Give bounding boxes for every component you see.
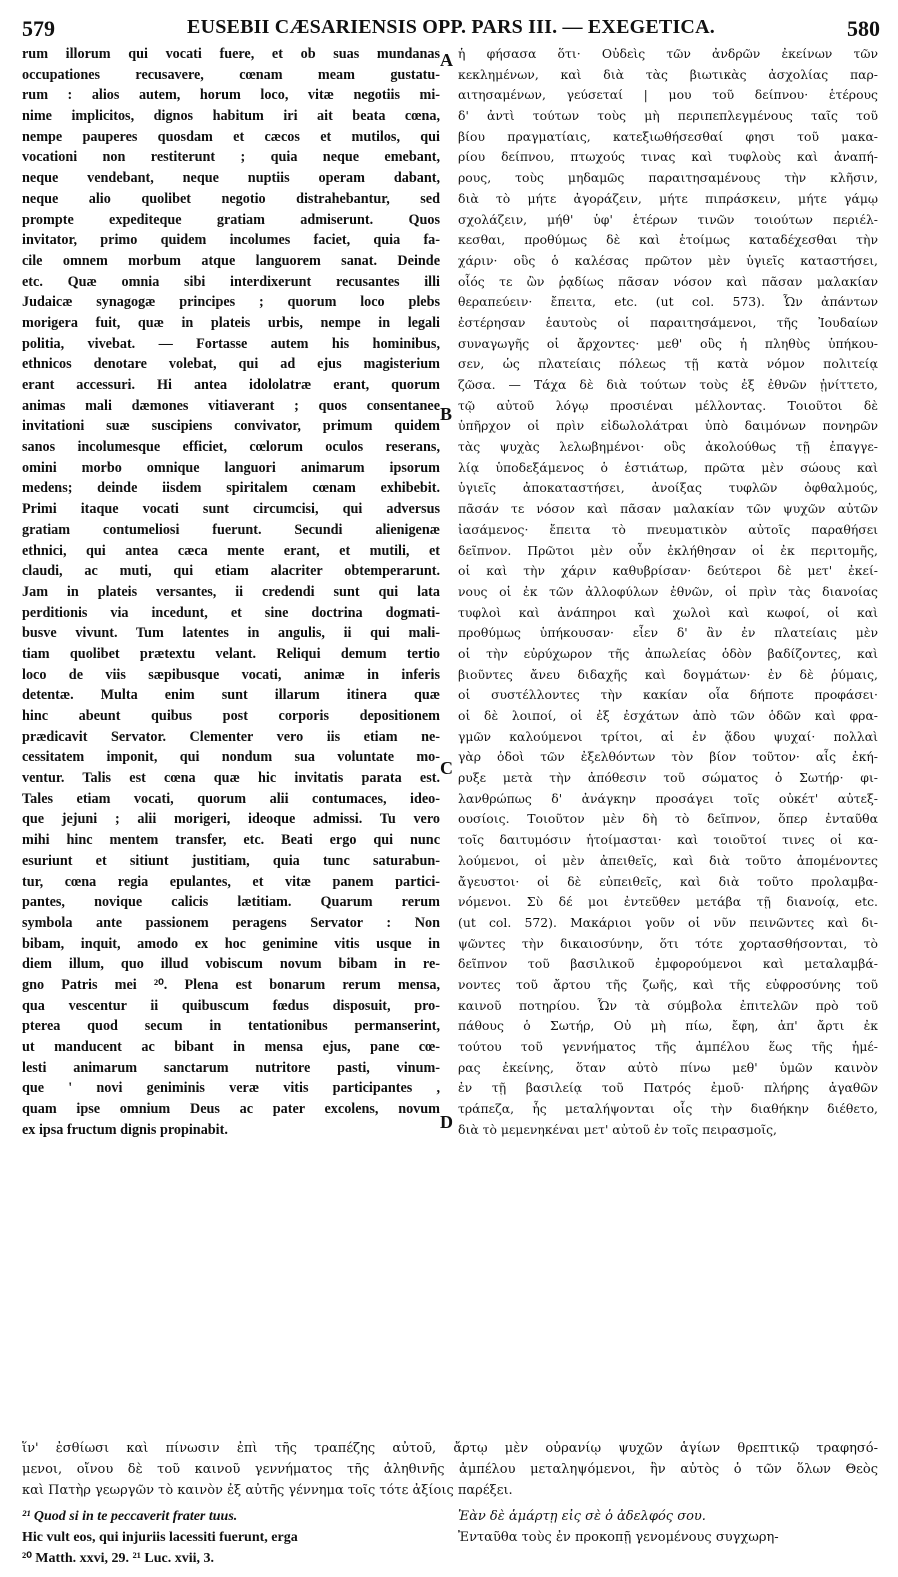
latin-text-line: nime implicitos, dignos habitum iri ait beata cœna,	[22, 108, 440, 125]
greek-text-line: πάθους ὁ Σωτήρ, Οὐ μὴ πίω, ἔφη, ἀπ' ἄρτι ἐκ	[458, 1018, 878, 1034]
latin-text-line: pterea quod secum in tentationibus permanserint,	[22, 1018, 440, 1035]
greek-text-line: τοῖς δαιτυμόσιν ἡτοίμασται· καὶ τοιοῦτοί τινες οἱ κα-	[458, 832, 878, 848]
greek-text-line: συναγωγῆς οἱ ἄρχοντες· μεθ' οὓς ἡ πληθὺς ὑπήκου-	[458, 335, 878, 351]
latin-text-line: mihi hinc mentem transfer, etc. Beati ergo qui nunc	[22, 832, 440, 849]
greek-text-line: δεῖπνον τοῦ βασιλικοῦ ἐμφορούμενοι καὶ μεταλαμβά-	[458, 956, 878, 972]
latin-text-line: neque alio quolibet negotio distrahebantur, sed	[22, 190, 440, 207]
greek-text-line: νοντες τοῦ ἄρτου τῆς ζωῆς, καὶ τῆς εὐφροσύνης τοῦ	[458, 976, 878, 992]
greek-column	[458, 44, 878, 1140]
latin-text-line: que ' novi geniminis veræ vitis participantes ,	[22, 1080, 440, 1097]
greek-text-line: δ' ἀντὶ τούτων τοὺς μὴ περιπεπλεγμένους ταῖς τοῦ	[458, 108, 878, 124]
greek-text-line: ζῶσα. — Τάχα δὲ διὰ τούτων τοὺς ἐξ ἐθνῶν ᾐνίττετο,	[458, 377, 878, 392]
greek-text-line: σεν, ὡς πλατείαις πόλεως τῇ κατὰ νόμον πολιτείᾳ	[458, 356, 878, 372]
greek-text-line: ἄγευστοι· οἱ δὲ εὐπειθεῖς, καὶ διὰ τοῦτο προλαμβα-	[458, 873, 878, 889]
margin-marker-d: D	[440, 1112, 453, 1132]
greek-text-line: βίου πραγματίαις, κατεξιωθήσεσθαί φησι τοῦ μακα-	[458, 128, 878, 144]
latin-text-line: ex ipsa fructum dignis propinabit.	[22, 1121, 228, 1138]
footer-right	[458, 1506, 878, 1548]
latin-text-line: morigera fuit, quæ in plateis urbis, nempe in legali	[22, 314, 440, 331]
latin-text-line: politia, vivebat. — Fortasse autem his hominibus,	[22, 335, 440, 352]
latin-text-line: loco de viis sæpibusque vocati, animæ in inferis	[22, 666, 440, 683]
greek-text-line: ρυξε μετὰ τὴν ἀπόθεσιν τοῦ σώματος ὁ Σωτήρ· φι-	[458, 770, 878, 786]
latin-text-line: diem illum, quo illud vobiscum novum bibam in re-	[22, 956, 440, 973]
latin-text-line: tur, cœna regia epulantes, et vitæ panem partici-	[22, 873, 440, 890]
latin-text-line: symbola ante passionem peragens Servator : Non	[22, 914, 440, 931]
latin-text-line: Tales etiam vocati, quorum alii contumaces, ideo-	[22, 790, 440, 807]
latin-text-line: Judaicæ synagogæ principes ; quorum loco plebs	[22, 294, 440, 311]
latin-text-line: nempe pauperes quosdam et cæcos et mutilos, qui	[22, 128, 440, 145]
footer-left	[22, 1506, 442, 1569]
latin-text-line: cile omnem morbum atque languorem sanat. Deinde	[22, 252, 440, 269]
greek-text-line: ψῶντες τὴν δικαιοσύνην, ὅτι τότε χορτασθήσονται, τὸ	[458, 935, 878, 951]
latin-text-line: prompte expediteque gratiam admiserunt. Quos	[22, 211, 440, 228]
greek-text-line: νους οἱ ἐκ τῶν ἀλλοφύλων ἐθνῶν, οἱ πρὶν τὰς διανοίας	[458, 583, 878, 599]
latin-text-line: hinc abeunt quibus post corporis depositionem	[22, 708, 440, 724]
greek-lemma: Ἐὰν δὲ ἁμάρτῃ εἰς σὲ ὁ ἀδελφός σου.	[458, 1509, 706, 1524]
greek-text-line: σχολάζειν, μήθ' ὑφ' ἑτέρων τινῶν τοιούτων περιέλ-	[458, 211, 878, 227]
latin-column	[22, 44, 440, 1140]
latin-text-line: omini morbo omnique languori animarum ipsorum	[22, 459, 440, 476]
greek-text-line: οἱ τὴν εὐρύχωρον τῆς ἀπωλείας ὁδὸν βαδίζοντες, καὶ	[458, 645, 878, 661]
greek-text-line: προθύμως ὑπήκουσαν· εἶεν δ' ἂν ἐν πλατείαις μὲν	[458, 625, 878, 641]
latin-text-line: rum : alios autem, horum loco, vitæ negotiis mi-	[22, 87, 440, 104]
greek-text-line: νόμενοι. Σὺ δέ μοι ἐντεῦθεν μετάβα τῇ διανοίᾳ, etc.	[458, 894, 878, 910]
latin-text-line: invitator, primo quidem incolumes faciet, quia fa-	[22, 232, 440, 249]
greek-text-line: τὰς ψυχὰς λελωβημένοι· οὓς ἀκολούθως τῇ ἐπαγγε-	[458, 439, 878, 455]
greek-text-line: πᾶσάν τε νόσον καὶ πᾶσαν μαλακίαν τῶν ψυχῶν αὐτῶν	[458, 501, 878, 517]
greek-text-line: τράπεζα, ἧς μεταλήψονται οἷς τὴν διαθήκην διέθετο,	[458, 1101, 878, 1117]
greek-text-line: λίᾳ ὑποδεξάμενος ὁ ἑστιάτωρ, πρῶτα μὲν σώους καὶ	[458, 459, 878, 475]
running-title: EUSEBII CÆSARIENSIS OPP. PARS III. — EXEGETICA.	[187, 16, 715, 38]
latin-text-line: tiam quolibet prætextu velant. Reliqui demum tertio	[22, 645, 440, 662]
greek-text-line: οἱ καὶ τὴν χάριν καθυβρίσαν· δεύτεροι δὲ μετ' ἐκεί-	[458, 563, 878, 579]
margin-marker-c: C	[440, 758, 453, 778]
greek-text-line: αιτησαμένων, γεύσεταί | μου τοῦ δείπνου· ἑτέρους	[458, 87, 878, 103]
greek-text-line: ἡ φήσασα ὅτι· Οὐδεὶς τῶν ἀνδρῶν ἐκείνων τῶν	[458, 46, 878, 61]
greek-text-line: δεῖπνον. Πρῶτοι μὲν οὖν ἐκλήθησαν οἱ ἐκ περιτομῆς,	[458, 542, 878, 558]
greek-text-line: οἷός τε ὢν ῥᾳδίως πᾶσαν νόσον καὶ πᾶσαν μαλακίαν	[458, 273, 878, 289]
latin-text-line: Jam in plateis versantes, ii credendi sunt qui lata	[22, 583, 440, 600]
latin-text-line: occupationes recusavere, cœnam meam gustatu-	[22, 66, 440, 83]
latin-text-line: animas mali dæmones vitiaverant ; quos consentanee	[22, 397, 440, 414]
latin-text-line: lesti animarum sanctarum nutritore pasti, vinum-	[22, 1059, 440, 1076]
greek-text-line: θεραπεύειν· ἔπειτα, etc. (ut col. 573). Ὧν ἀπάντων	[458, 294, 878, 310]
greek-text-line: κεσθαι, προθύμως δὲ καὶ ἑτοίμως καταδέχεσθαι τὴν	[458, 232, 878, 248]
greek-text-line: ἰασάμενος· ἔπειτα τὸ πνευματικὸν αὐτοῖς παραθήσει	[458, 521, 878, 537]
greek-text-line: τυφλοὶ καὶ ἀνάπηροι καὶ χωλοὶ καὶ κωφοί, οἱ καὶ	[458, 604, 878, 620]
full-width-greek-paragraph	[22, 1438, 878, 1501]
latin-lemma: ²¹ Quod si in te peccaverit frater tuus.	[22, 1509, 238, 1524]
latin-text-line: vocationi non restiterunt ; quia neque emebant,	[22, 149, 440, 166]
latin-text-line: rum illorum qui vocati fuere, et ob suas mundanas	[22, 46, 440, 62]
latin-text-line: busve vivunt. Tum latentes in angulis, ii qui mali-	[22, 625, 440, 642]
latin-text-line: bibam, inquit, amodo ex hoc genimine vitis usque in	[22, 935, 440, 952]
greek-text-line: ἐν τῇ βασιλείᾳ τοῦ Πατρός ἐμοῦ· πλήρης ἀγαθῶν	[458, 1080, 878, 1096]
latin-text-line: ethnici, qui antea cæca mente erant, et mutili, et	[22, 542, 440, 559]
greek-text-line: ουσίοις. Τοιοῦτον μὲν δὴ τὸ δεῖπνον, ὅπερ ἐνταῦθα	[458, 811, 878, 827]
greek-text-line: βιοῦντες ἄνευ διδαχῆς καὶ δογμάτων· ἐν δὲ ῥύμαις,	[458, 666, 878, 682]
latin-text-line: ut manducent ac bibant in mensa ejus, pane cœ-	[22, 1039, 440, 1055]
latin-text-line: medens; deinde iisdem spiritalem cœnam exhibebit.	[22, 480, 440, 497]
latin-text-line: Primi itaque vocati sunt circumcisi, qui adversus	[22, 501, 440, 518]
latin-text-line: qua vescentur ii quibuscum fœdus disposuit, pro-	[22, 997, 440, 1014]
greek-text-line: οἱ δὲ λοιποί, οἱ ἐξ ἐσχάτων ἀπὸ τῶν ὁδῶν καὶ φρα-	[458, 708, 878, 723]
latin-text-line: ventur. Talis est cœna quæ hic invitatis parata est.	[22, 770, 440, 787]
greek-text-line: (ut col. 572). Μακάριοι γοῦν οἱ νῦν πεινῶντες καὶ δι-	[458, 914, 878, 930]
greek-text-line: χάριν· οὓς ὁ καλέσας πρῶτον μὲν ὑγιεῖς καταστήσει,	[458, 252, 878, 268]
greek-text-line: ρους, τοὺς μηδαμῶς παραιτησαμένους τὴν κλῆσιν,	[458, 170, 878, 186]
margin-marker-a: A	[440, 50, 453, 70]
latin-text-line: invitationi suæ suscipiens convivator, primum quidem	[22, 418, 440, 435]
latin-text-line: prædicavit Servator. Clementer vero iis etiam ne-	[22, 728, 440, 745]
greek-full-line: καὶ Πατὴρ γεωργῶν τὸ καινὸν ἐξ αὐτῆς γέννημα τοῖς τότε ἀξίοις παρέξει.	[22, 1483, 513, 1498]
latin-text-line: quam ipse omnium Deus ac pater excolens, novum	[22, 1101, 440, 1118]
greek-text-line: ὑγιεῖς ἀποκαταστήσει, ἀνοίξας τυφλῶν ὀφθαλμούς,	[458, 480, 878, 496]
latin-text-line: gratiam contumeliosi fuerunt. Secundi alienigenæ	[22, 521, 440, 538]
greek-text-line: ρας ἐκείνης, ὅταν αὐτὸ πίνω μεθ' ὑμῶν καινὸν	[458, 1059, 878, 1075]
page-header	[22, 8, 880, 42]
greek-text-line: λούμενοι, οἱ μὲν ἀπειθεῖς, καὶ διὰ τοῦτο ἀπομένοντες	[458, 852, 878, 868]
page-number-right: 580	[847, 16, 880, 41]
greek-full-line: μενοι, οἴνου δὲ τοῦ καινοῦ γεννήματος τῆς ἀληθινῆς ἀμπέλου μεταληψόμενοι, ἣν αὐτὸς ὁ τῶν ὅλων Θεὸς	[22, 1462, 878, 1477]
latin-text-line: cessitatem imponit, qui nondum sua voluntate mo-	[22, 749, 440, 766]
greek-text-line: ρίου δείπνου, πτωχούς τινας καὶ τυφλοὺς καὶ ἀναπή-	[458, 149, 878, 165]
greek-text-line: γὰρ ὁδοὶ τῶν ἐξελθόντων τὸν βίον τοῦτον· αἷς ἐκή-	[458, 749, 878, 765]
latin-continuation: Hic vult eos, qui injuriis lacessiti fuerunt, erga	[22, 1530, 298, 1545]
greek-text-line: κεκλημένων, καὶ διὰ τὰς βιωτικὰς ἀσχολίας παρ-	[458, 66, 878, 82]
latin-text-line: detentæ. Multa enim sunt illarum itinera quæ	[22, 687, 440, 704]
latin-text-line: sanos incolumesque efficiet, cœlorum oculos reserans,	[22, 439, 440, 456]
latin-text-line: neque vendebant, neque nuptiis operam dabant,	[22, 170, 440, 187]
latin-text-line: esuriunt et sitiunt justitiam, quia tunc saturabun-	[22, 852, 440, 869]
footnote-references: ²⁰ Matth. xxvi, 29. ²¹ Luc. xvii, 3.	[22, 1551, 215, 1566]
greek-text-line: λανθρώπως δ' ἀνάγκην προσάγει τοῖς οὐκέτ' αὐτεξ-	[458, 790, 878, 806]
latin-text-line: ethnicos denotare volebat, qui ad ejus magisterium	[22, 356, 440, 373]
latin-text-line: etc. Quæ omnia sibi interdixerunt recusantes illi	[22, 273, 440, 290]
latin-text-line: pantes, novique calicis lætitiam. Quarum rerum	[22, 894, 440, 911]
latin-text-line: perditionis via incedunt, et sine doctrina dogmati-	[22, 604, 440, 621]
greek-text-line: οἱ συστέλλοντες τὴν κακίαν οἷα δήποτε προφάσει·	[458, 687, 878, 703]
greek-continuation: Ἐνταῦθα τοὺς ἐν προκοπῇ γενομένους συγχωρη-	[458, 1530, 779, 1545]
margin-marker-b: B	[440, 404, 453, 424]
greek-text-line: τούτου τοῦ γεννήματος τῆς ἀμπέλου ἕως τῆς ἡμέ-	[458, 1039, 878, 1054]
greek-full-line: ἵν' ἐσθίωσι καὶ πίνωσιν ἐπὶ τῆς τραπέζης αὐτοῦ, ἄρτῳ μὲν οὐρανίῳ ψυχῶν ἁγίων θρεπτικῷ τραφησό-	[22, 1441, 878, 1456]
greek-text-line: καινοῦ ποτηρίου. Ὧν τὰ σύμβολα ἐπιτελῶν πρὸ τοῦ	[458, 997, 878, 1013]
greek-text-line: διὰ τὸ μεμενηκέναι μετ' αὐτοῦ ἐν τοῖς πειρασμοῖς,	[458, 1121, 777, 1137]
latin-text-line: que jejuni ; alii morigeri, ideoque admissi. Tu vero	[22, 811, 440, 828]
greek-text-line: τῷ αὐτοῦ λόγῳ προσιέναι μέλλοντας. Τοιοῦτοι δὲ	[458, 397, 878, 413]
latin-text-line: claudi, ac muti, qui etiam alacriter obtemperarunt.	[22, 563, 440, 580]
latin-text-line: gno Patris mei ²⁰. Plena est bonarum rerum mensa,	[22, 976, 440, 993]
greek-text-line: διὰ τὸ μήτε ἀγοράζειν, μήτε πιπράσκειν, μήτε γάμῳ	[458, 190, 878, 206]
greek-text-line: ὑπῆρχον οἱ πρὶν εἰδωλολάτραι ὑπὸ δαιμόνων πονηρῶν	[458, 418, 878, 434]
greek-text-line: ἐστέρησαν ἑαυτοὺς οἱ παραιτησάμενοι, τῆς Ἰουδαίων	[458, 314, 878, 330]
latin-text-line: erant accessuri. Hi antea idololatræ erant, quorum	[22, 377, 440, 393]
greek-text-line: γμῶν καλούμενοι τρίτοι, αἱ ἐν ᾅδου ψυχαί· πολλαὶ	[458, 728, 878, 744]
page-number-left: 579	[22, 16, 55, 41]
